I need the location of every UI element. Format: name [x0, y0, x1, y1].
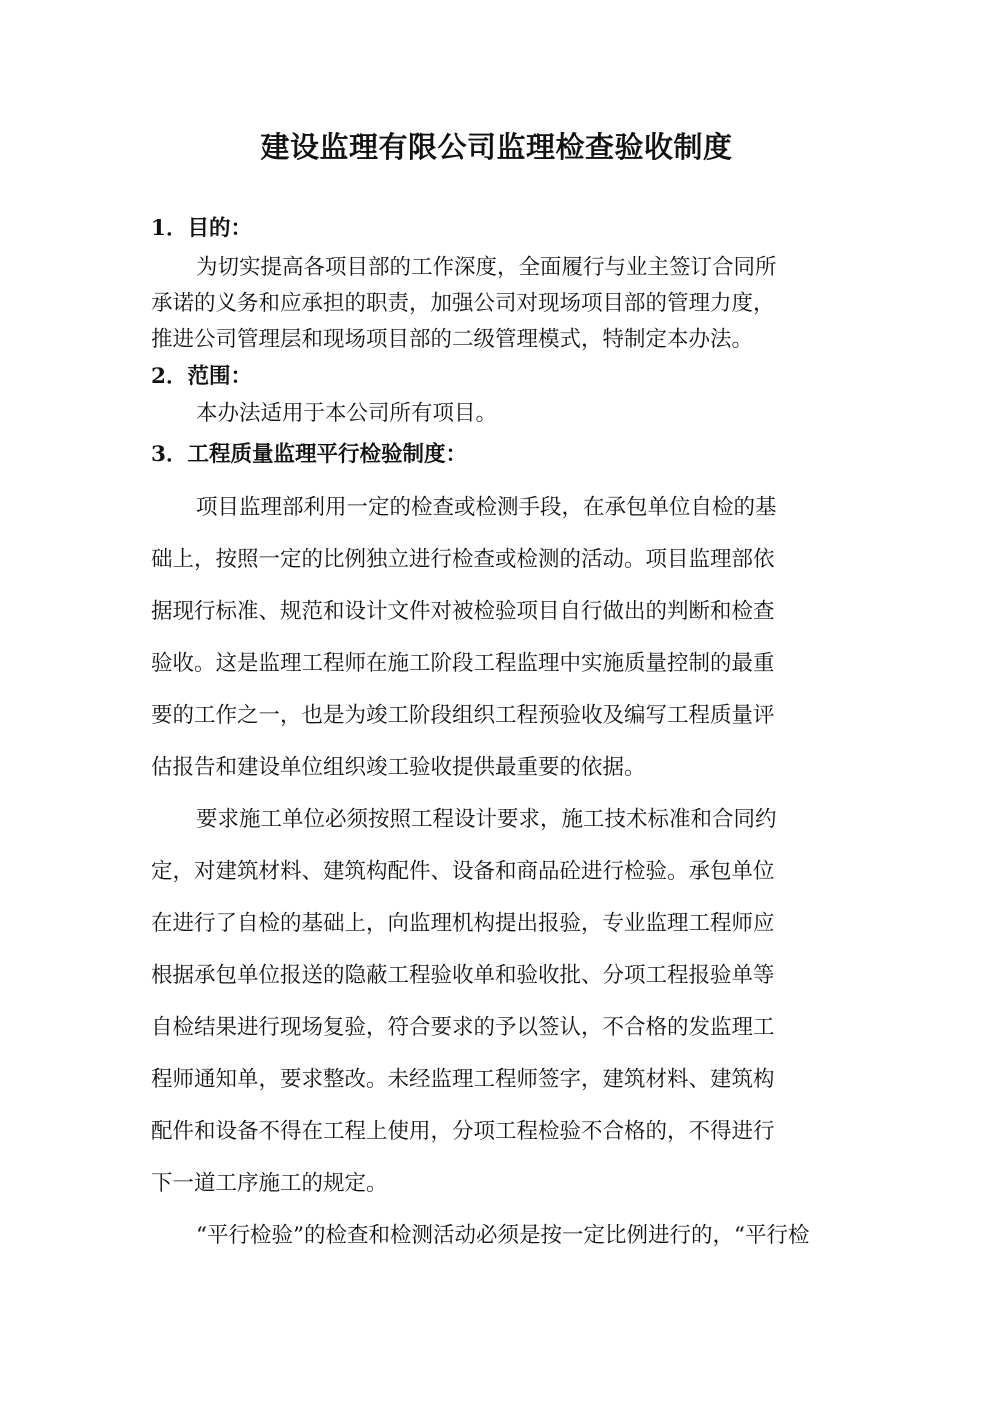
- section-heading-parallel-inspection: 3．工程质量监理平行检验制度：: [151, 442, 467, 467]
- paragraph-line: “平行检验”的检查和检测活动必须是按一定比例进行的，“平行检: [196, 1223, 810, 1248]
- document-title: 建设监理有限公司监理检查验收制度: [260, 130, 733, 164]
- paragraph-line: 要求施工单位必须按照工程设计要求，施工技术标准和合同约: [196, 807, 777, 832]
- paragraph-line: 定，对建筑材料、建筑构配件、设备和商品砼进行检验。承包单位: [151, 859, 775, 884]
- paragraph-line: 配件和设备不得在工程上使用，分项工程检验不合格的，不得进行: [151, 1119, 775, 1144]
- paragraph-line: 验收。这是监理工程师在施工阶段工程监理中实施质量控制的最重: [151, 651, 775, 676]
- paragraph-line: 下一道工序施工的规定。: [151, 1171, 388, 1196]
- section-heading-purpose: 1．目的：: [151, 216, 252, 241]
- paragraph-line: 据现行标准、规范和设计文件对被检验项目自行做出的判断和检查: [151, 599, 775, 624]
- paragraph-line: 根据承包单位报送的隐蔽工程验收单和验收批、分项工程报验单等: [151, 963, 775, 988]
- paragraph-line: 自检结果进行现场复验，符合要求的予以签认，不合格的发监理工: [151, 1015, 775, 1040]
- paragraph-line: 要的工作之一，也是为竣工阶段组织工程预验收及编写工程质量评: [151, 703, 775, 728]
- section-purpose-line: 为切实提高各项目部的工作深度，全面履行与业主签订合同所: [196, 255, 777, 280]
- section-heading-scope: 2．范围：: [151, 364, 252, 389]
- paragraph-line: 程师通知单，要求整改。未经监理工程师签字，建筑材料、建筑构: [151, 1067, 775, 1092]
- paragraph-line: 在进行了自检的基础上，向监理机构提出报验，专业监理工程师应: [151, 911, 775, 936]
- paragraph-line: 项目监理部利用一定的检查或检测手段，在承包单位自检的基: [196, 495, 777, 520]
- paragraph-line: 估报告和建设单位组织竣工验收提供最重要的依据。: [151, 755, 646, 780]
- paragraph-line: 础上，按照一定的比例独立进行检查或检测的活动。项目监理部依: [151, 547, 775, 572]
- section-purpose-line: 推进公司管理层和现场项目部的二级管理模式，特制定本办法。: [151, 327, 754, 352]
- section-scope-line: 本办法适用于本公司所有项目。: [196, 401, 498, 426]
- section-purpose-line: 承诺的义务和应承担的职责，加强公司对现场项目部的管理力度，: [151, 291, 775, 316]
